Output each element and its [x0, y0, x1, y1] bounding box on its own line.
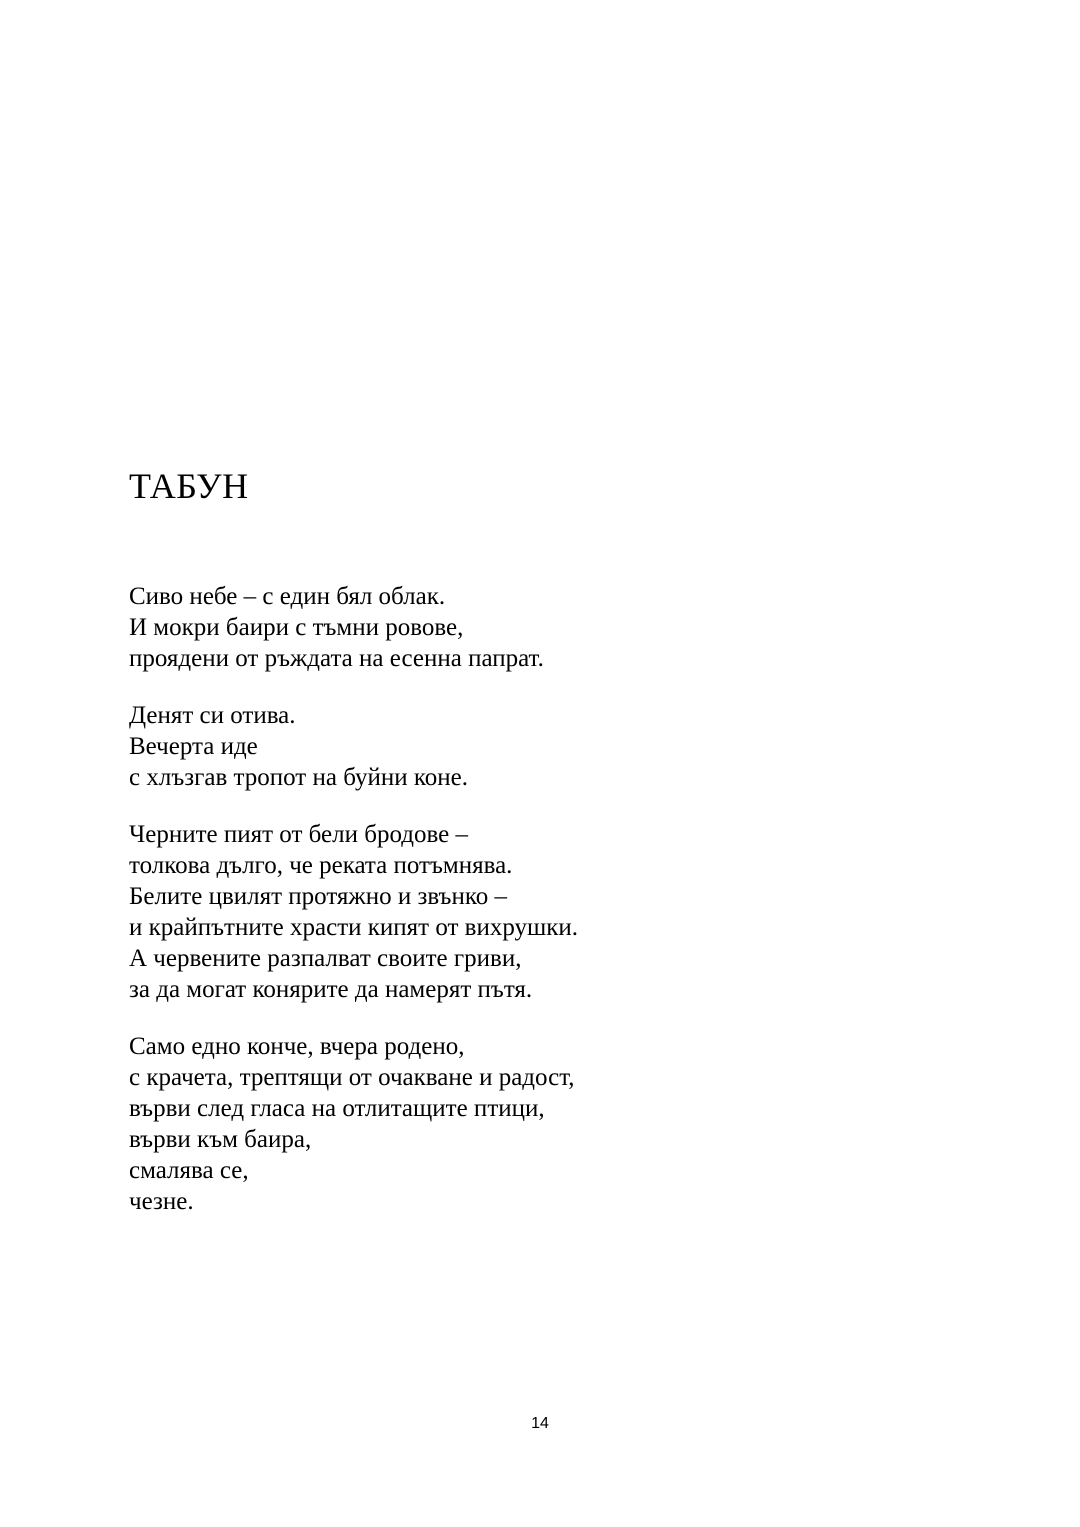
- stanza-4: [129, 1031, 979, 1217]
- poem-line: върви към баира,: [129, 1126, 312, 1153]
- stanza-3: [129, 819, 979, 1005]
- stanza-2: [129, 700, 979, 793]
- poem-line: чезне.: [129, 1188, 194, 1215]
- poem-line: И мокри баири с тъмни ровове,: [129, 614, 464, 641]
- poem-body: [129, 581, 979, 1243]
- poem-line: А червените разпалват своите гриви,: [129, 945, 522, 972]
- poem-line: и крайпътните храсти кипят от вихрушки.: [129, 914, 579, 941]
- poem-line: за да могат конярите да намерят пътя.: [129, 976, 533, 1003]
- poem-line: с хлъзгав тропот на буйни коне.: [129, 764, 468, 791]
- poem-line: смалява се,: [129, 1157, 249, 1184]
- poem-line: Денят си отива.: [129, 702, 296, 729]
- poem-line: толкова дълго, че реката потъмнява.: [129, 852, 513, 879]
- poem-title: ТАБУН: [129, 466, 249, 506]
- poem-line: проядени от ръждата на есенна папрат.: [129, 645, 544, 672]
- poem-line: с крачета, трептящи от очакване и радост,: [129, 1064, 575, 1091]
- poem-line: Черните пият от бели бродове –: [129, 821, 468, 848]
- stanza-1: [129, 581, 979, 674]
- poem-line: Само едно конче, вчера родено,: [129, 1033, 465, 1060]
- page-number: 14: [531, 1415, 549, 1432]
- poem-line: Сиво небе – с един бял облак.: [129, 583, 446, 610]
- poem-line: Белите цвилят протяжно и звънко –: [129, 883, 507, 910]
- poem-line: върви след гласа на отлитащите птици,: [129, 1095, 545, 1122]
- poem-line: Вечерта иде: [129, 733, 258, 760]
